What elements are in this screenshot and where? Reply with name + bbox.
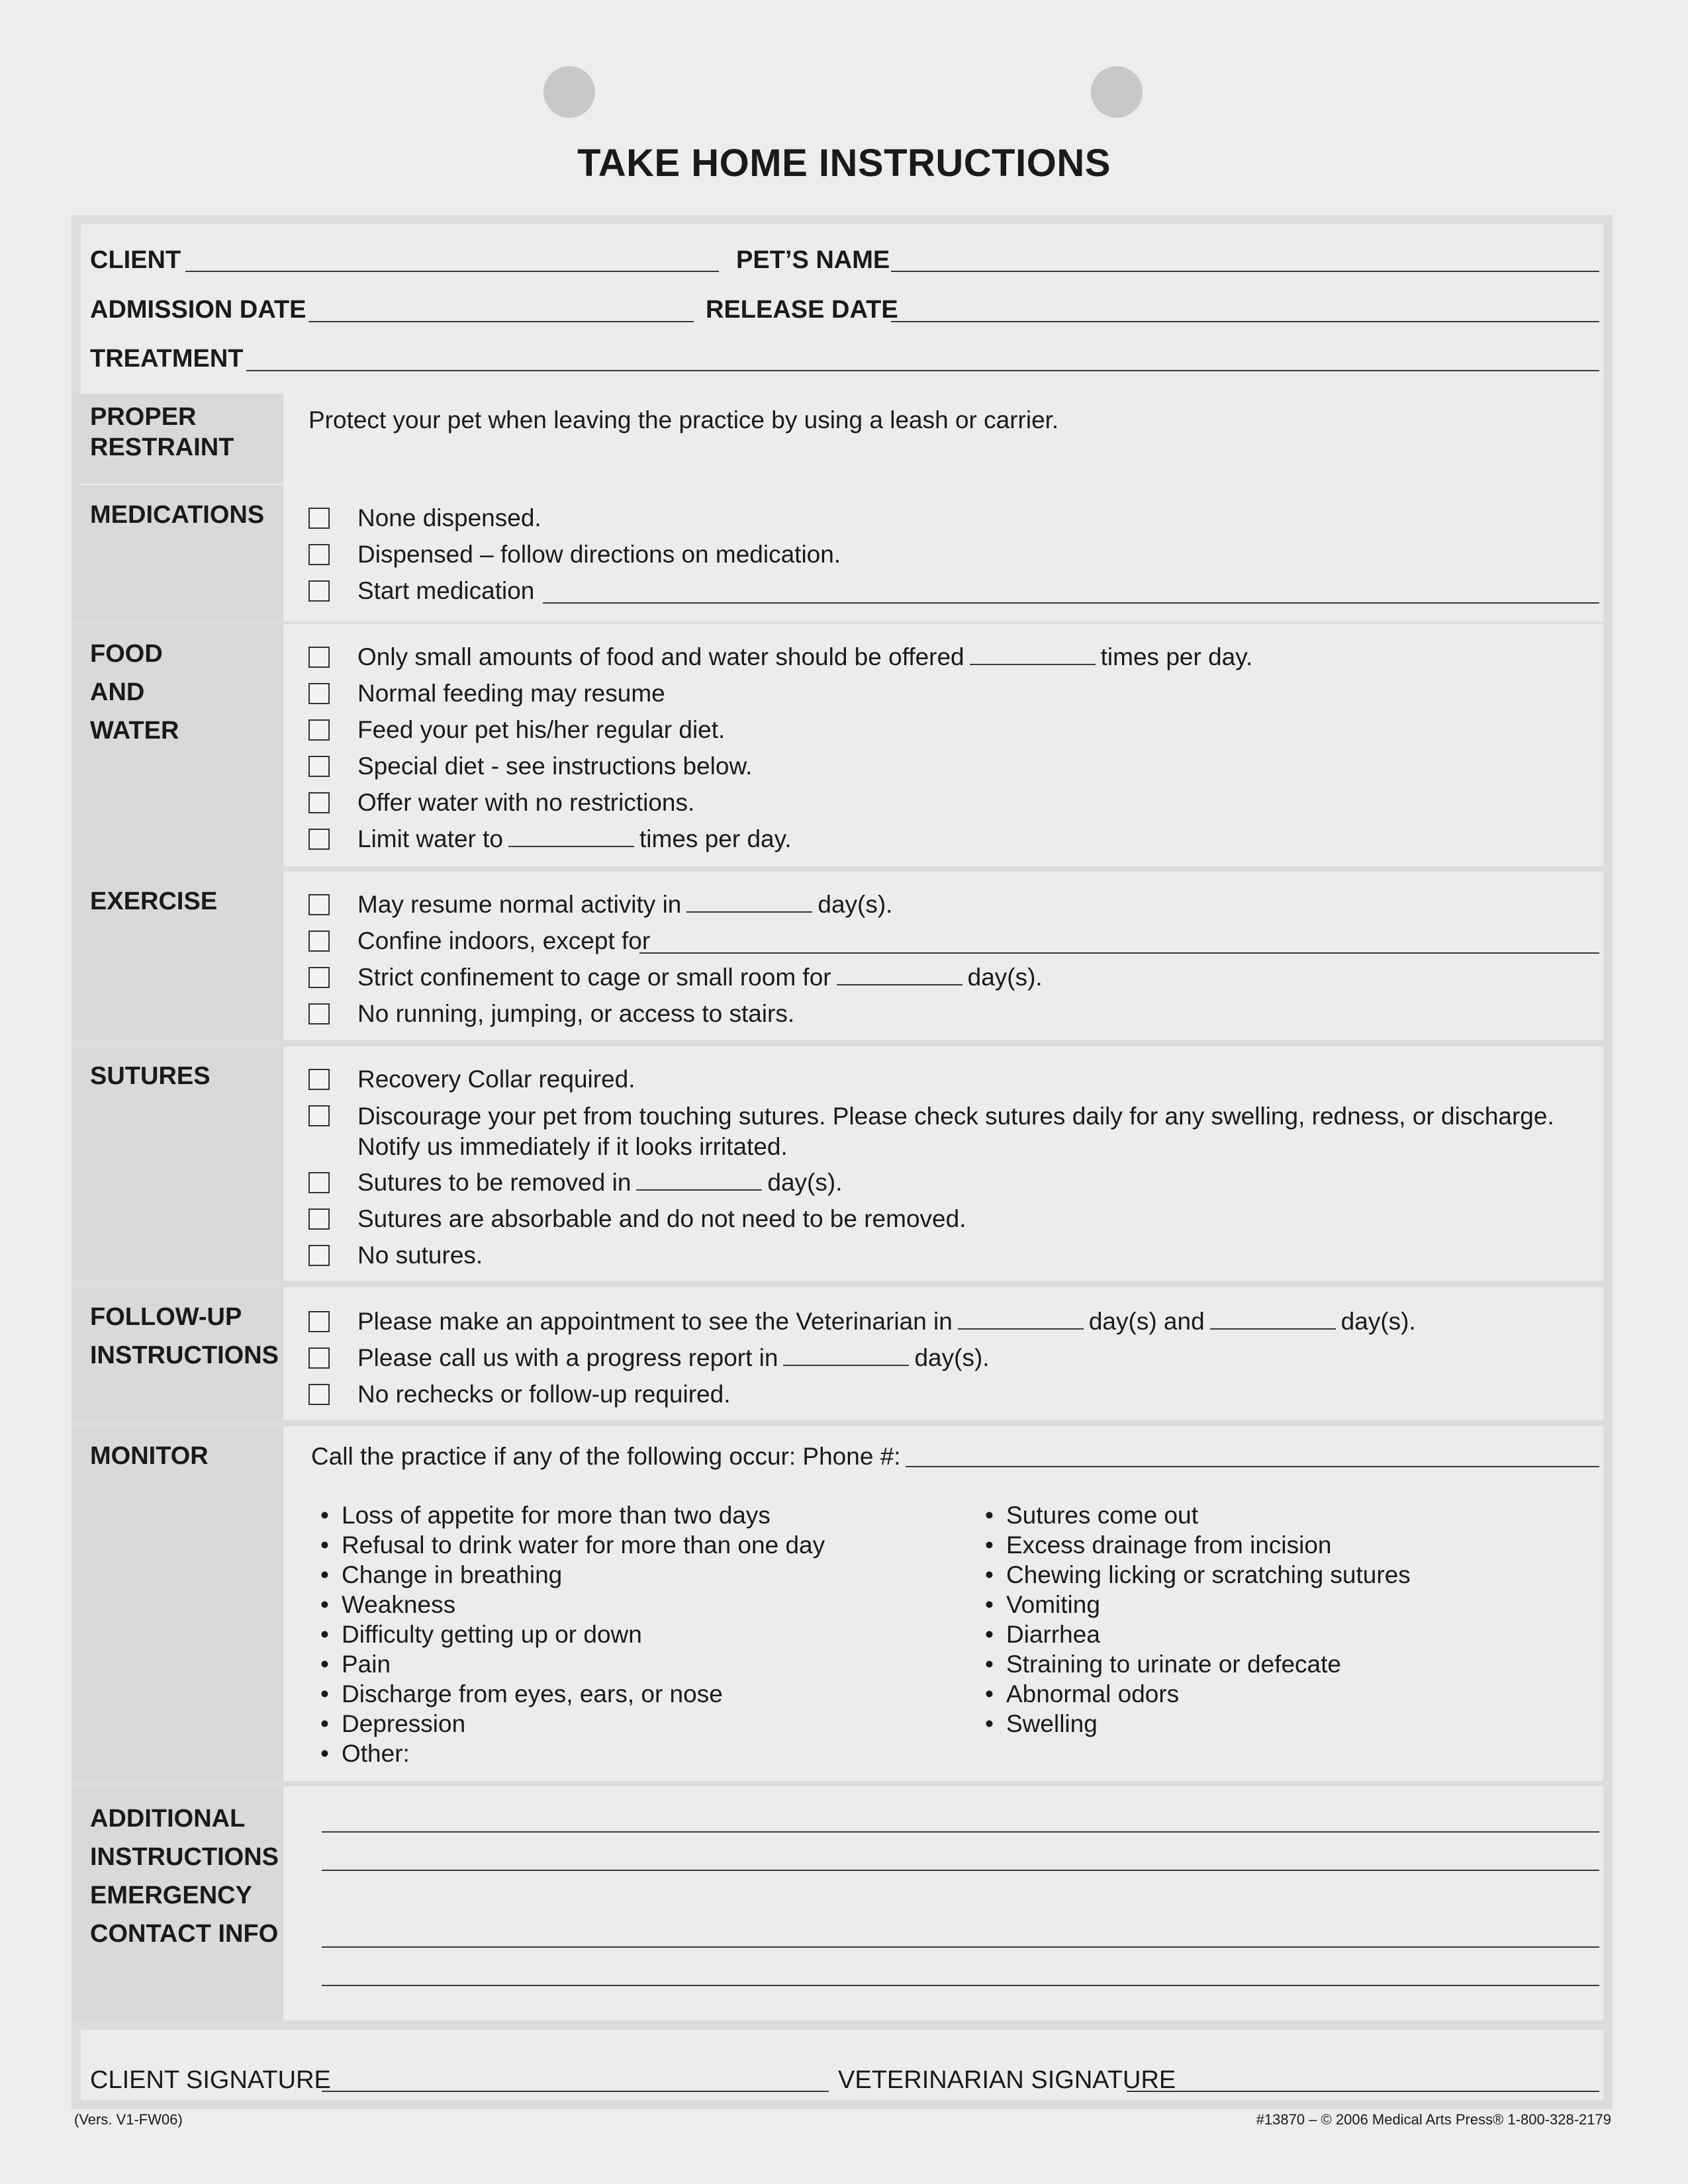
release-date-field[interactable] bbox=[891, 321, 1599, 322]
monitor-item: • Abnormal odors bbox=[1006, 1680, 1179, 1709]
appointment-days-field-1[interactable] bbox=[958, 1308, 1084, 1330]
monitor-item: • Weakness bbox=[342, 1590, 455, 1619]
form-frame bbox=[71, 215, 1613, 2109]
option-text: Recovery Collar required. bbox=[357, 1066, 635, 1093]
activity-days-field[interactable] bbox=[686, 891, 812, 913]
option-text: Strict confinement to cage or small room for day(s). bbox=[357, 964, 1043, 991]
monitor-label-cell bbox=[71, 1426, 283, 1781]
client-signature-field[interactable] bbox=[322, 2091, 829, 2092]
monitor-item: • Other: bbox=[342, 1739, 410, 1768]
vet-signature-field[interactable] bbox=[1127, 2091, 1599, 2092]
monitor-item: • Excess drainage from incision bbox=[1006, 1531, 1332, 1560]
option-text: None dispensed. bbox=[357, 504, 541, 531]
option-text: Confine indoors, except for bbox=[357, 927, 651, 954]
option-text: Feed your pet his/her regular diet. bbox=[357, 716, 726, 743]
followup-label: FOLLOW-UP INSTRUCTIONS bbox=[90, 1303, 279, 1369]
additional-label: ADDITIONAL INSTRUCTIONS bbox=[90, 1805, 279, 1871]
checkbox-normal-feeding[interactable] bbox=[308, 683, 330, 704]
checkbox-progress-report[interactable] bbox=[308, 1347, 330, 1369]
exercise-label: EXERCISE bbox=[90, 887, 218, 915]
monitor-item: • Pain bbox=[342, 1650, 391, 1679]
option-text: Start medication bbox=[357, 577, 535, 604]
monitor-label: MONITOR bbox=[90, 1442, 209, 1470]
emergency-label: EMERGENCY CONTACT INFO bbox=[90, 1882, 279, 1948]
checkbox-water-no-restrictions[interactable] bbox=[308, 792, 330, 813]
binder-hole-right bbox=[1091, 66, 1143, 118]
monitor-item: • Chewing licking or scratching sutures bbox=[1006, 1561, 1411, 1590]
pets-name-field[interactable] bbox=[891, 271, 1599, 272]
version-note: (Vers. V1-FW06) bbox=[74, 2111, 183, 2128]
checkbox-appointment[interactable] bbox=[308, 1311, 330, 1332]
monitor-item: • Refusal to drink water for more than one day bbox=[342, 1531, 825, 1560]
checkbox-recovery-collar[interactable] bbox=[308, 1069, 330, 1090]
checkbox-discourage-touching[interactable] bbox=[308, 1105, 330, 1126]
client-field[interactable] bbox=[185, 271, 719, 272]
monitor-item: • Loss of appetite for more than two days bbox=[342, 1501, 771, 1530]
food-times-field[interactable] bbox=[970, 644, 1096, 665]
option-text: Sutures are absorbable and do not need to be removed. bbox=[357, 1205, 966, 1232]
admission-date-label: ADMISSION DATE bbox=[90, 296, 306, 324]
confine-except-field[interactable] bbox=[639, 952, 1599, 954]
checkbox-small-amounts[interactable] bbox=[308, 647, 330, 668]
water-times-field[interactable] bbox=[508, 826, 634, 847]
checkbox-start-medication[interactable] bbox=[308, 580, 330, 602]
food-label: FOOD AND WATER bbox=[90, 640, 179, 745]
option-text: Normal feeding may resume bbox=[357, 680, 665, 707]
sutures-label: SUTURES bbox=[90, 1062, 211, 1090]
restraint-label: PROPER RESTRAINT bbox=[90, 403, 234, 461]
monitor-intro: Call the practice if any of the following occur: Phone #: bbox=[311, 1443, 901, 1470]
checkbox-none-dispensed[interactable] bbox=[308, 508, 330, 529]
checkbox-strict-confinement[interactable] bbox=[308, 967, 330, 988]
appointment-days-field-2[interactable] bbox=[1210, 1308, 1336, 1330]
checkbox-confine-indoors[interactable] bbox=[308, 931, 330, 952]
start-medication-field[interactable] bbox=[543, 602, 1599, 604]
vet-signature-label: VETERINARIAN SIGNATURE bbox=[838, 2066, 1176, 2094]
option-text: Sutures to be removed in day(s). bbox=[357, 1169, 843, 1196]
monitor-item: • Discharge from eyes, ears, or nose bbox=[342, 1680, 723, 1709]
checkbox-absorbable[interactable] bbox=[308, 1208, 330, 1230]
option-text: No running, jumping, or access to stairs. bbox=[357, 1000, 795, 1027]
checkbox-dispensed[interactable] bbox=[308, 544, 330, 565]
option-text: Offer water with no restrictions. bbox=[357, 789, 695, 816]
checkbox-resume-activity[interactable] bbox=[308, 894, 330, 915]
checkbox-sutures-removed[interactable] bbox=[308, 1172, 330, 1193]
monitor-content-cell bbox=[283, 1426, 1603, 1781]
admission-date-field[interactable] bbox=[308, 321, 694, 322]
copyright-note: #13870 – © 2006 Medical Arts Press® 1-800-328-2179 bbox=[1256, 2111, 1611, 2128]
additional-instructions-line[interactable] bbox=[322, 1831, 1599, 1833]
option-text: May resume normal activity in day(s). bbox=[357, 891, 893, 918]
option-text: Limit water to times per day. bbox=[357, 825, 792, 852]
checkbox-regular-diet[interactable] bbox=[308, 719, 330, 741]
pets-name-label: PET’S NAME bbox=[736, 246, 890, 274]
option-text: Only small amounts of food and water should be offered times per day. bbox=[357, 643, 1253, 670]
option-text: Discourage your pet from touching sutures. Please check sutures daily for any swelling, redness, or discharge. Notify us immediately if it looks irritated. bbox=[357, 1103, 1554, 1160]
additional-instructions-line[interactable] bbox=[322, 1870, 1599, 1871]
progress-days-field[interactable] bbox=[783, 1345, 909, 1366]
monitor-item: • Sutures come out bbox=[1006, 1501, 1198, 1530]
monitor-item: • Straining to urinate or defecate bbox=[1006, 1650, 1341, 1679]
monitor-item: • Diarrhea bbox=[1006, 1620, 1100, 1649]
treatment-label: TREATMENT bbox=[90, 345, 244, 373]
medications-label: MEDICATIONS bbox=[90, 501, 265, 529]
option-text: Please make an appointment to see the Veterinarian in day(s) and day(s). bbox=[357, 1308, 1416, 1335]
confinement-days-field[interactable] bbox=[837, 964, 962, 985]
monitor-item: • Depression bbox=[342, 1709, 465, 1739]
option-text: No rechecks or follow-up required. bbox=[357, 1381, 731, 1408]
checkbox-limit-water[interactable] bbox=[308, 829, 330, 850]
restraint-text: Protect your pet when leaving the practice by using a leash or carrier. bbox=[308, 406, 1059, 433]
emergency-contact-line[interactable] bbox=[322, 1946, 1599, 1948]
monitor-item: • Vomiting bbox=[1006, 1590, 1100, 1619]
option-text: Dispensed – follow directions on medication. bbox=[357, 541, 841, 568]
binder-hole-left bbox=[543, 66, 595, 118]
monitor-item: • Difficulty getting up or down bbox=[342, 1620, 642, 1649]
client-label: CLIENT bbox=[90, 246, 181, 274]
option-text: Special diet - see instructions below. bbox=[357, 752, 753, 780]
monitor-item: • Change in breathing bbox=[342, 1561, 562, 1590]
emergency-contact-line[interactable] bbox=[322, 1985, 1599, 1986]
checkbox-no-sutures[interactable] bbox=[308, 1245, 330, 1266]
checkbox-no-rechecks[interactable] bbox=[308, 1384, 330, 1405]
release-date-label: RELEASE DATE bbox=[706, 296, 898, 324]
checkbox-special-diet[interactable] bbox=[308, 756, 330, 777]
option-text: Please call us with a progress report in day(s). bbox=[357, 1344, 990, 1371]
client-signature-label: CLIENT SIGNATURE bbox=[90, 2066, 331, 2094]
option-text: No sutures. bbox=[357, 1242, 483, 1269]
monitor-item: • Swelling bbox=[1006, 1709, 1098, 1739]
page-title: TAKE HOME INSTRUCTIONS bbox=[577, 142, 1111, 185]
phone-field[interactable] bbox=[906, 1466, 1599, 1467]
treatment-field[interactable] bbox=[246, 370, 1599, 371]
sutures-days-field[interactable] bbox=[636, 1169, 762, 1191]
checkbox-no-running[interactable] bbox=[308, 1003, 330, 1024]
